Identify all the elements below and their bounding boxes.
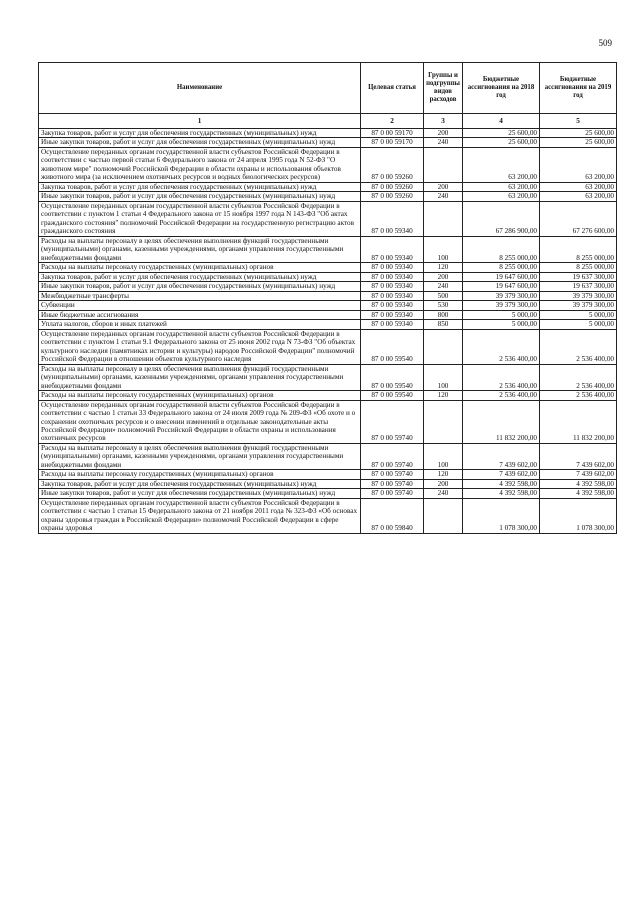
table-row — [39, 192, 617, 201]
table-row — [39, 489, 617, 498]
row-target-code: 87 0 00 59740 — [361, 400, 424, 443]
table-row — [39, 479, 617, 488]
row-expense-group — [424, 498, 463, 533]
row-amount-2018: 19 647 600,00 — [463, 282, 540, 291]
row-amount-2018: 63 200,00 — [463, 147, 540, 182]
row-target-code: 87 0 00 59340 — [361, 263, 424, 272]
row-name: Уплата налогов, сборов и иных платежей — [39, 320, 361, 329]
row-target-code: 87 0 00 59340 — [361, 282, 424, 291]
row-target-code: 87 0 00 59340 — [361, 320, 424, 329]
row-name: Иные закупки товаров, работ и услуг для обеспечения государственных (муниципальных) нужд — [39, 282, 361, 291]
row-amount-2019: 11 832 200,00 — [540, 400, 617, 443]
column-number: 2 — [361, 114, 424, 129]
header-2019: Бюджетные ассигнования на 2019 год — [540, 63, 617, 114]
row-expense-group: 100 — [424, 236, 463, 262]
row-name: Расходы на выплаты персоналу государственных (муниципальных) органов — [39, 391, 361, 400]
row-amount-2018: 7 439 602,00 — [463, 443, 540, 469]
row-target-code: 87 0 00 59740 — [361, 479, 424, 488]
row-amount-2019: 4 392 598,00 — [540, 489, 617, 498]
row-expense-group — [424, 147, 463, 182]
row-amount-2018: 63 200,00 — [463, 192, 540, 201]
row-expense-group: 240 — [424, 138, 463, 147]
row-target-code: 87 0 00 59340 — [361, 301, 424, 310]
row-target-code: 87 0 00 59340 — [361, 236, 424, 262]
row-amount-2018: 2 536 400,00 — [463, 391, 540, 400]
row-name: Закупка товаров, работ и услуг для обеспечения государственных (муниципальных) нужд — [39, 129, 361, 138]
table-row — [39, 391, 617, 400]
row-name: Субвенции — [39, 301, 361, 310]
row-name: Закупка товаров, работ и услуг для обеспечения государственных (муниципальных) нужд — [39, 479, 361, 488]
row-amount-2018: 39 379 300,00 — [463, 301, 540, 310]
row-amount-2019: 39 379 300,00 — [540, 301, 617, 310]
row-amount-2019: 63 200,00 — [540, 147, 617, 182]
page-number: 509 — [598, 38, 612, 48]
row-name: Расходы на выплаты персоналу государственных (муниципальных) органов — [39, 263, 361, 272]
row-amount-2019: 5 000,00 — [540, 310, 617, 319]
row-amount-2018: 8 255 000,00 — [463, 236, 540, 262]
table-row — [39, 498, 617, 533]
row-expense-group: 120 — [424, 263, 463, 272]
row-amount-2019: 8 255 000,00 — [540, 236, 617, 262]
column-number: 5 — [540, 114, 617, 129]
row-name: Межбюджетные трансферты — [39, 291, 361, 300]
row-target-code: 87 0 00 59260 — [361, 182, 424, 191]
row-expense-group: 800 — [424, 310, 463, 319]
row-amount-2019: 19 637 300,00 — [540, 272, 617, 281]
row-name: Иные закупки товаров, работ и услуг для обеспечения государственных (муниципальных) нужд — [39, 192, 361, 201]
row-expense-group: 240 — [424, 282, 463, 291]
budget-table — [38, 62, 617, 534]
header-code: Целевая статья — [361, 63, 424, 114]
row-expense-group: 100 — [424, 443, 463, 469]
row-amount-2018: 25 600,00 — [463, 138, 540, 147]
row-target-code: 87 0 00 59540 — [361, 391, 424, 400]
row-amount-2018: 2 536 400,00 — [463, 364, 540, 390]
table-row — [39, 320, 617, 329]
row-target-code: 87 0 00 59170 — [361, 129, 424, 138]
table-row — [39, 272, 617, 281]
row-target-code: 87 0 00 59540 — [361, 364, 424, 390]
table-row — [39, 138, 617, 147]
row-name: Расходы на выплаты персоналу в целях обеспечения выполнения функций государственными (муниципальными) органами, казенными учреждениями, органами управления государственными внебюджетными фондами — [39, 236, 361, 262]
row-amount-2019: 2 536 400,00 — [540, 391, 617, 400]
row-amount-2019: 63 200,00 — [540, 192, 617, 201]
row-amount-2018: 4 392 598,00 — [463, 489, 540, 498]
table-row — [39, 263, 617, 272]
row-target-code: 87 0 00 59260 — [361, 192, 424, 201]
row-amount-2018: 5 000,00 — [463, 310, 540, 319]
row-expense-group: 200 — [424, 129, 463, 138]
row-target-code: 87 0 00 59340 — [361, 310, 424, 319]
row-expense-group — [424, 329, 463, 364]
row-amount-2018: 1 078 300,00 — [463, 498, 540, 533]
row-name: Осуществление переданных органам государственной власти субъектов Российской Федерации в соответствии с частью первой статьи 6 Федерального закона от 24 апреля 1995 года N 52-ФЗ "О животном мире" полномочий Российской Федерации в области охраны и использования объектов животного мира (за исключением охотничьих ресурсов и водных биологических ресурсов) — [39, 147, 361, 182]
row-amount-2018: 2 536 400,00 — [463, 329, 540, 364]
row-name: Закупка товаров, работ и услуг для обеспечения государственных (муниципальных) нужд — [39, 272, 361, 281]
row-amount-2018: 7 439 602,00 — [463, 470, 540, 479]
row-expense-group: 530 — [424, 301, 463, 310]
row-amount-2018: 25 600,00 — [463, 129, 540, 138]
row-amount-2018: 19 647 600,00 — [463, 272, 540, 281]
row-target-code: 87 0 00 59740 — [361, 443, 424, 469]
row-expense-group: 240 — [424, 192, 463, 201]
row-amount-2019: 25 600,00 — [540, 138, 617, 147]
row-name: Иные закупки товаров, работ и услуг для обеспечения государственных (муниципальных) нужд — [39, 489, 361, 498]
row-amount-2019: 2 536 400,00 — [540, 329, 617, 364]
row-expense-group: 240 — [424, 489, 463, 498]
table-row — [39, 147, 617, 182]
row-amount-2019: 25 600,00 — [540, 129, 617, 138]
row-amount-2019: 4 392 598,00 — [540, 479, 617, 488]
row-name: Иные закупки товаров, работ и услуг для обеспечения государственных (муниципальных) нужд — [39, 138, 361, 147]
row-amount-2019: 19 637 300,00 — [540, 282, 617, 291]
header-group: Группы и подгруппы видов расходов — [424, 63, 463, 114]
row-amount-2018: 39 379 300,00 — [463, 291, 540, 300]
table-row — [39, 129, 617, 138]
row-amount-2019: 63 200,00 — [540, 182, 617, 191]
row-amount-2019: 2 536 400,00 — [540, 364, 617, 390]
row-expense-group — [424, 201, 463, 236]
column-number-row — [39, 114, 617, 129]
column-number: 1 — [39, 114, 361, 129]
row-amount-2019: 5 000,00 — [540, 320, 617, 329]
row-amount-2018: 5 000,00 — [463, 320, 540, 329]
row-amount-2018: 11 832 200,00 — [463, 400, 540, 443]
table-row — [39, 291, 617, 300]
table-row — [39, 310, 617, 319]
row-expense-group — [424, 400, 463, 443]
row-amount-2019: 67 276 600,00 — [540, 201, 617, 236]
row-name: Иные бюджетные ассигнования — [39, 310, 361, 319]
row-amount-2019: 39 379 300,00 — [540, 291, 617, 300]
row-amount-2019: 7 439 602,00 — [540, 443, 617, 469]
row-expense-group: 200 — [424, 182, 463, 191]
row-expense-group: 120 — [424, 391, 463, 400]
row-amount-2018: 63 200,00 — [463, 182, 540, 191]
row-amount-2018: 8 255 000,00 — [463, 263, 540, 272]
table-row — [39, 443, 617, 469]
column-number: 4 — [463, 114, 540, 129]
row-name: Расходы на выплаты персоналу в целях обеспечения выполнения функций государственными (муниципальными) органами, казенными учреждениями, органами управления государственными внебюджетными фондами — [39, 364, 361, 390]
table-row — [39, 364, 617, 390]
row-target-code: 87 0 00 59340 — [361, 291, 424, 300]
row-target-code: 87 0 00 59340 — [361, 272, 424, 281]
row-target-code: 87 0 00 59540 — [361, 329, 424, 364]
row-target-code: 87 0 00 59170 — [361, 138, 424, 147]
table-row — [39, 236, 617, 262]
row-name: Осуществление переданных органам государственной власти субъектов Российской Федерации в соответствии с частью 1 статьи 33 Федерального закона от 24 июля 2009 года № 209-ФЗ «Об охоте и о сохранении охотничьих ресурсов и о внесении изменений в отдельные законодательные акты Российской Федерации» полномочий Российской Федерации в области охраны и использования охотничьих ресурсов — [39, 400, 361, 443]
row-name: Расходы на выплаты персоналу в целях обеспечения выполнения функций государственными (муниципальными) органами, казенными учреждениями, органами управления государственными внебюджетными фондами — [39, 443, 361, 469]
row-name: Закупка товаров, работ и услуг для обеспечения государственных (муниципальных) нужд — [39, 182, 361, 191]
row-amount-2019: 7 439 602,00 — [540, 470, 617, 479]
row-amount-2018: 4 392 598,00 — [463, 479, 540, 488]
table-row — [39, 201, 617, 236]
table-row — [39, 301, 617, 310]
row-expense-group: 200 — [424, 479, 463, 488]
row-amount-2019: 1 078 300,00 — [540, 498, 617, 533]
row-name: Осуществление переданных органам государственной власти субъектов Российской Федерации в соответствии с пунктом 1 статьи 9.1 Федерального закона от 25 июня 2002 года N 73-ФЗ "Об объектах культурного наследия (памятниках истории и культуры) народов Российской Федерации" полномочий Российской Федерации в отношении объектов культурного наследия — [39, 329, 361, 364]
header-name: Наименование — [39, 63, 361, 114]
column-number: 3 — [424, 114, 463, 129]
table-row — [39, 470, 617, 479]
row-expense-group: 200 — [424, 272, 463, 281]
row-amount-2019: 8 255 000,00 — [540, 263, 617, 272]
header-row — [39, 63, 617, 114]
row-name: Осуществление переданных органам государственной власти субъектов Российской Федерации в соответствии с пунктом 1 статьи 4 Федерального закона от 15 ноября 1997 года N 143-ФЗ "Об актах гражданского состояния" полномочий Российской Федерации на государственную регистрацию актов гражданского состояния — [39, 201, 361, 236]
row-expense-group: 850 — [424, 320, 463, 329]
table-row — [39, 329, 617, 364]
row-target-code: 87 0 00 59740 — [361, 489, 424, 498]
row-expense-group: 500 — [424, 291, 463, 300]
table-row — [39, 400, 617, 443]
row-target-code: 87 0 00 59740 — [361, 470, 424, 479]
header-2018: Бюджетные ассигнования на 2018 год — [463, 63, 540, 114]
table-row — [39, 182, 617, 191]
table-row — [39, 282, 617, 291]
row-target-code: 87 0 00 59260 — [361, 147, 424, 182]
row-expense-group: 120 — [424, 470, 463, 479]
row-name: Осуществление переданных органам государственной власти субъектов Российской Федерации в соответствии с частью 1 статьи 15 Федерального закона от 21 ноября 2011 года № 323-ФЗ «Об основах охраны здоровья граждан в Российской Федерации» полномочий Российской Федерации в сфере охраны здоровья — [39, 498, 361, 533]
row-target-code: 87 0 00 59840 — [361, 498, 424, 533]
row-amount-2018: 67 286 900,00 — [463, 201, 540, 236]
row-target-code: 87 0 00 59340 — [361, 201, 424, 236]
row-expense-group: 100 — [424, 364, 463, 390]
row-name: Расходы на выплаты персоналу государственных (муниципальных) органов — [39, 470, 361, 479]
